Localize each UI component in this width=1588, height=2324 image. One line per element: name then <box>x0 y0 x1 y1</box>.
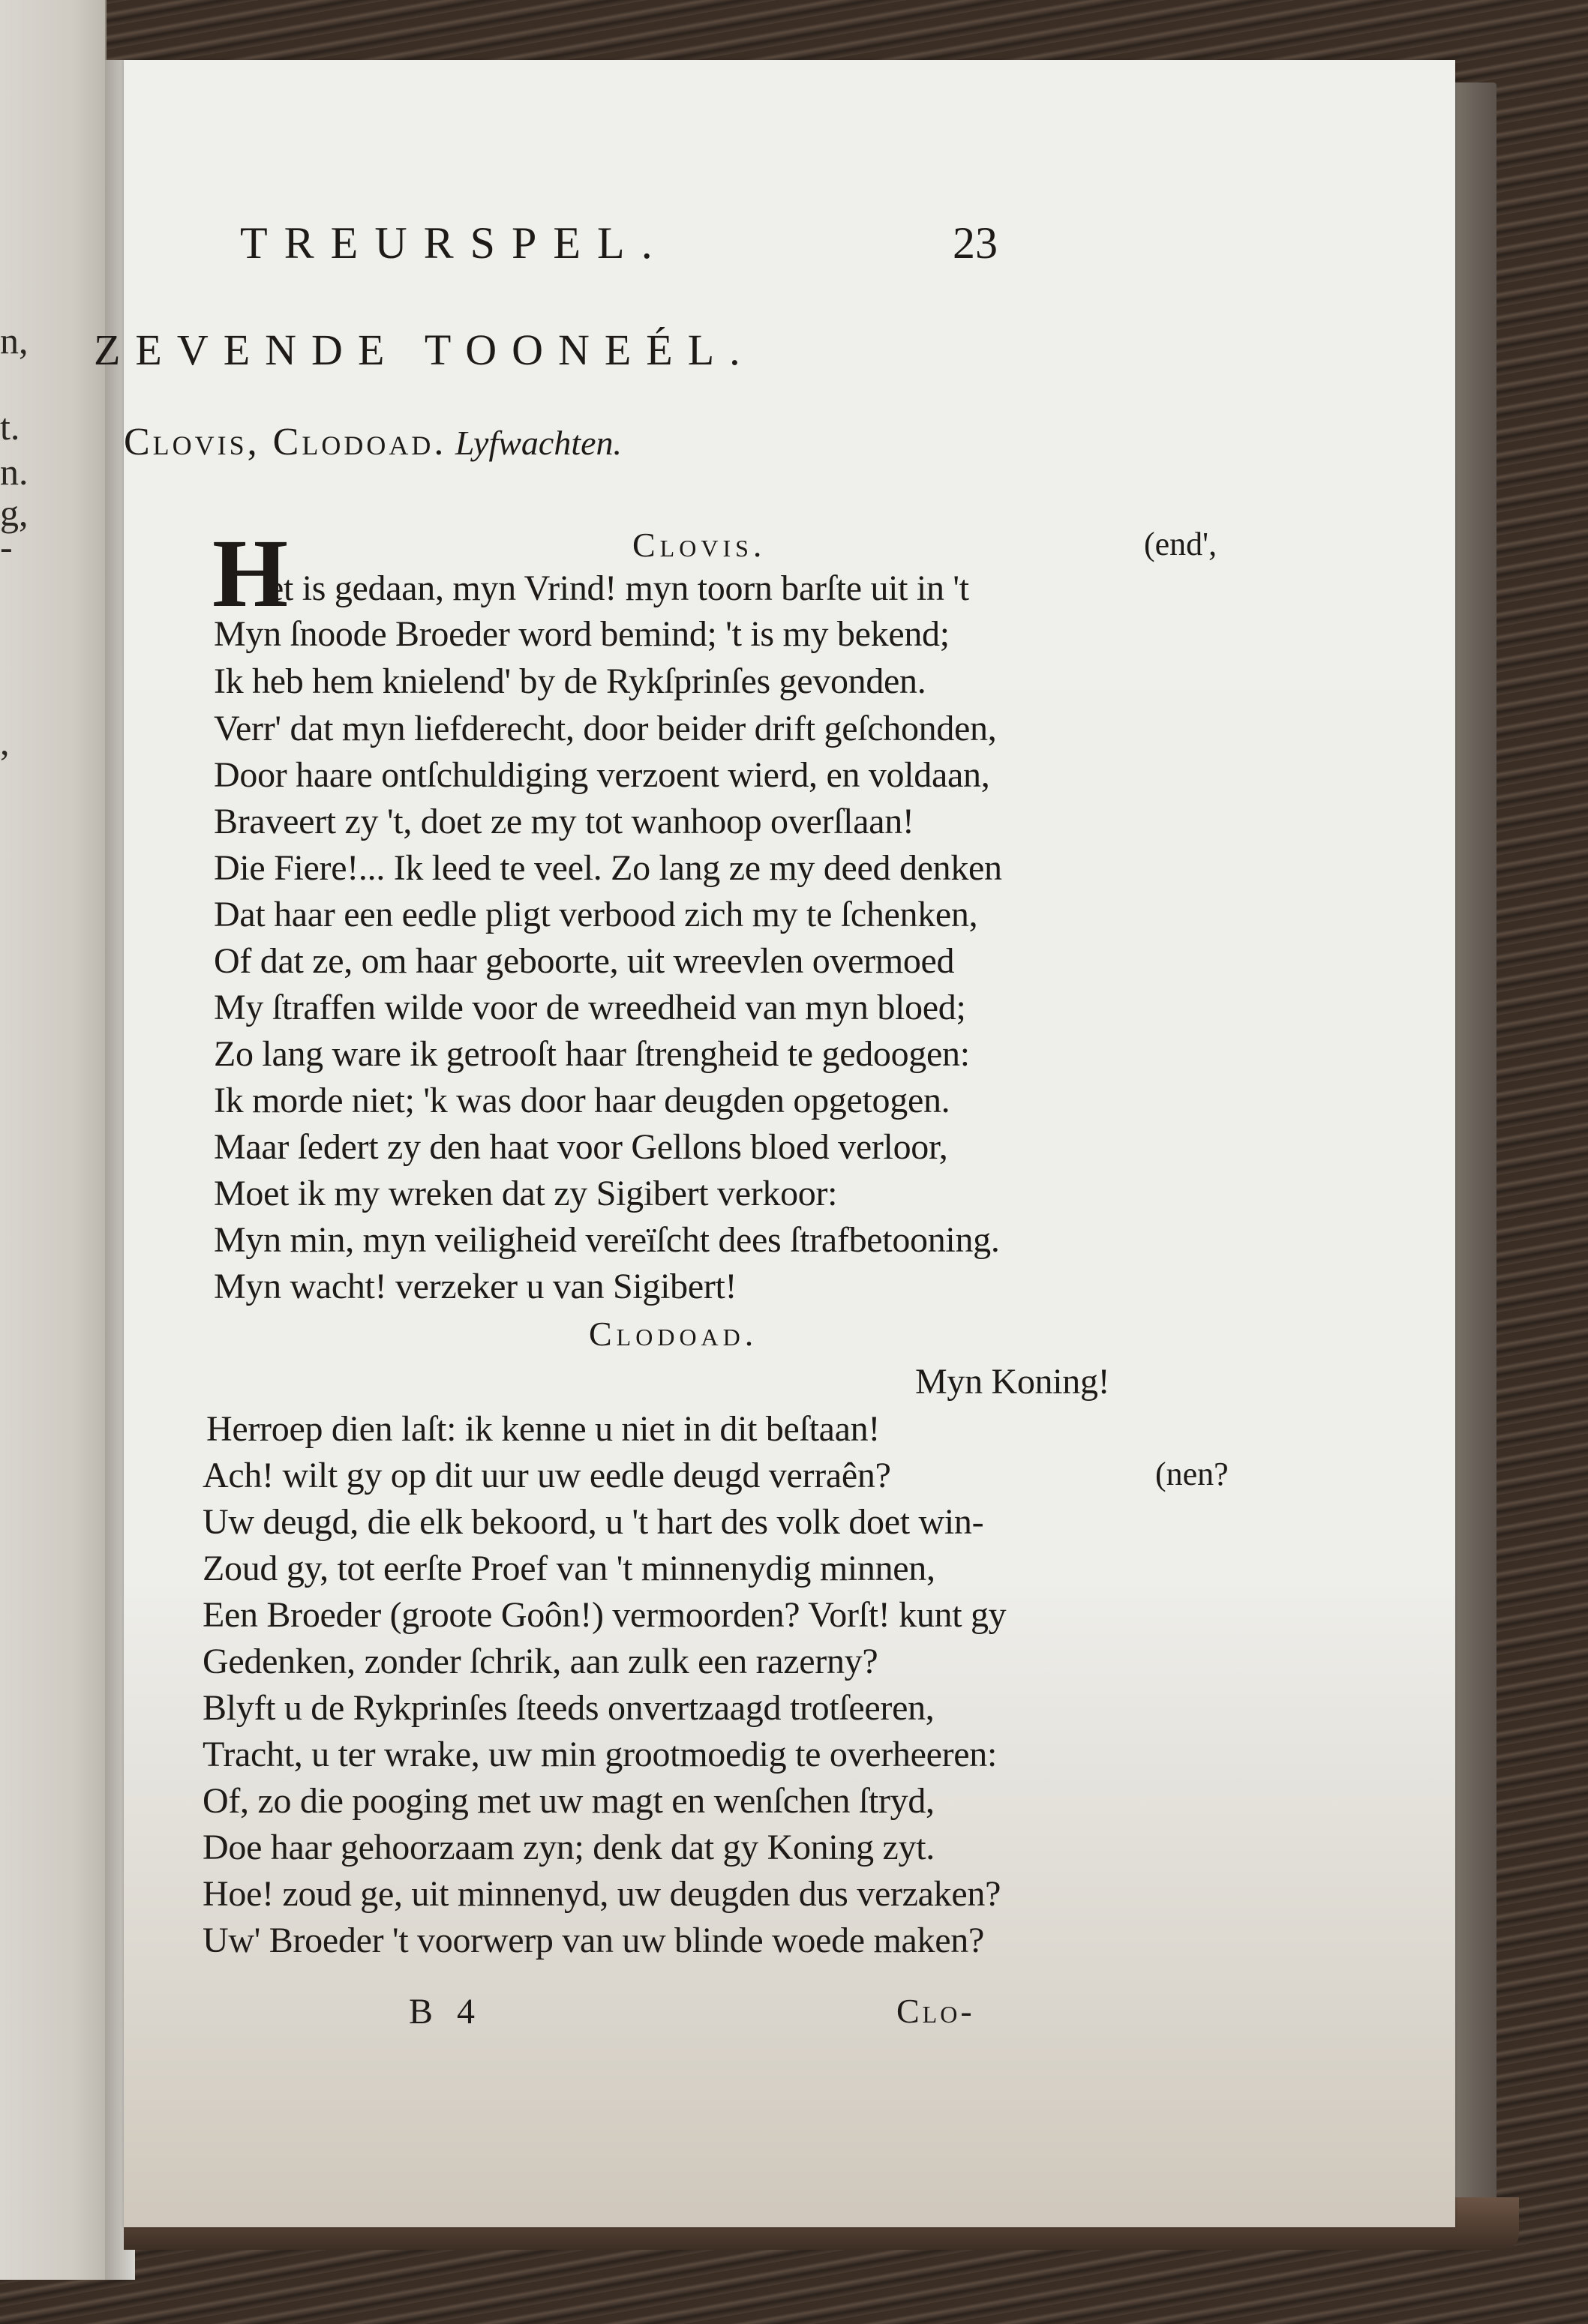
verse-line: Moet ik my wreken dat zy Sigibert verkoor: <box>214 1174 838 1213</box>
verse-line: Ach! wilt gy op dit uur uw eedle deugd verraên? <box>203 1456 891 1495</box>
verse-line: Verr' dat myn liefderecht, door beider drift geſchonden, <box>214 709 997 748</box>
verse-line: et is gedaan, myn Vrind! myn toorn barſte uit in 't <box>268 568 969 608</box>
left-page-fragment: n. <box>0 451 29 493</box>
signature-mark: B 4 <box>409 1992 483 2032</box>
turnover-text: (nen? <box>1155 1456 1229 1492</box>
verse-line: Uw' Broeder 't voorwerp van uw blinde woede maken? <box>203 1921 984 1960</box>
left-page-fragment: t. <box>0 406 20 448</box>
verse-line: Doe haar gehoorzaam zyn; denk dat gy Koning zyt. <box>203 1828 935 1867</box>
verse-line: Een Broeder (groote Goôn!) vermoorden? Vorſt! kunt gy <box>203 1595 1007 1635</box>
verse-line: Blyft u de Rykprinſes ſteeds onvertzaagd trotſeeren, <box>203 1688 935 1728</box>
left-page-fragment: g, <box>0 492 29 534</box>
running-head: TREURSPEL. <box>240 218 669 268</box>
turnover-text: (end', <box>1144 526 1217 562</box>
left-page-fragment: n, <box>0 319 29 361</box>
verse-line: Maar ſedert zy den haat voor Gellons bloed verloor, <box>214 1127 948 1167</box>
verse-line: Braveert zy 't, doet ze my tot wanhoop overſlaan! <box>214 802 914 841</box>
half-line: Myn Koning! <box>915 1362 1110 1402</box>
verse-line: Herroep dien laſt: ik kenne u niet in dit beſtaan! <box>206 1409 881 1449</box>
verse-line: Door haare ontſchuldiging verzoent wierd, en voldaan, <box>214 755 990 795</box>
verse-line: My ſtraffen wilde voor de wreedheid van myn bloed; <box>214 988 966 1027</box>
verse-line: Ik morde niet; 'k was door haar deugden opgetogen. <box>214 1081 950 1120</box>
verse-line: Ik heb hem knielend' by de Rykſprinſes gevonden. <box>214 661 926 701</box>
verse-line: Dat haar een eedle pligt verbood zich my te ſchenken, <box>214 895 978 934</box>
catchword: Clo- <box>896 1992 975 2030</box>
verse-line: Myn ſnoode Broeder word bemind; 't is my bekend; <box>214 614 950 654</box>
left-page-fragment: - <box>0 526 13 568</box>
cast-extras: Lyfwachten. <box>455 424 623 462</box>
left-page-fragment: , <box>0 721 10 763</box>
verse-line: Hoe! zoud ge, uit minnenyd, uw deugden dus verzaken? <box>203 1874 1001 1914</box>
page-number: 23 <box>953 218 998 268</box>
verse-line: Of dat ze, om haar geboorte, uit wreevlen overmoed <box>214 941 955 981</box>
verse-line: Tracht, u ter wrake, uw min grootmoedig te overheeren: <box>203 1735 998 1774</box>
cast-names: Clovis, Clodoad. <box>124 421 447 463</box>
verse-line: Myn wacht! verzeker u van Sigibert! <box>214 1267 737 1306</box>
drop-cap: H <box>212 520 289 628</box>
verse-line: Die Fiere!... Ik leed te veel. Zo lang ze my deed denken <box>214 848 1002 888</box>
verse-line: Zoud gy, tot eerſte Proef van 't minnenydig minnen, <box>203 1549 935 1588</box>
verse-line: Zo lang ware ik getrooſt haar ſtrengheid te gedoogen: <box>214 1034 970 1074</box>
speaker-clovis: Clovis. <box>632 526 767 564</box>
cast-list <box>124 420 622 464</box>
verse-line: Uw deugd, die elk bekoord, u 't hart des volk doet win- <box>203 1502 984 1542</box>
verse-line: Myn min, myn veiligheid vereïſcht dees ſtrafbetooning. <box>214 1220 1000 1260</box>
verse-line: Gedenken, zonder ſchrik, aan zulk een razerny? <box>203 1642 878 1681</box>
scene-title: ZEVENDE TOONEÉL. <box>94 325 755 374</box>
verse-line: Of, zo die pooging met uw magt en wenſchen ſtryd, <box>203 1781 935 1821</box>
speaker-clodoad: Clodoad. <box>589 1315 758 1353</box>
